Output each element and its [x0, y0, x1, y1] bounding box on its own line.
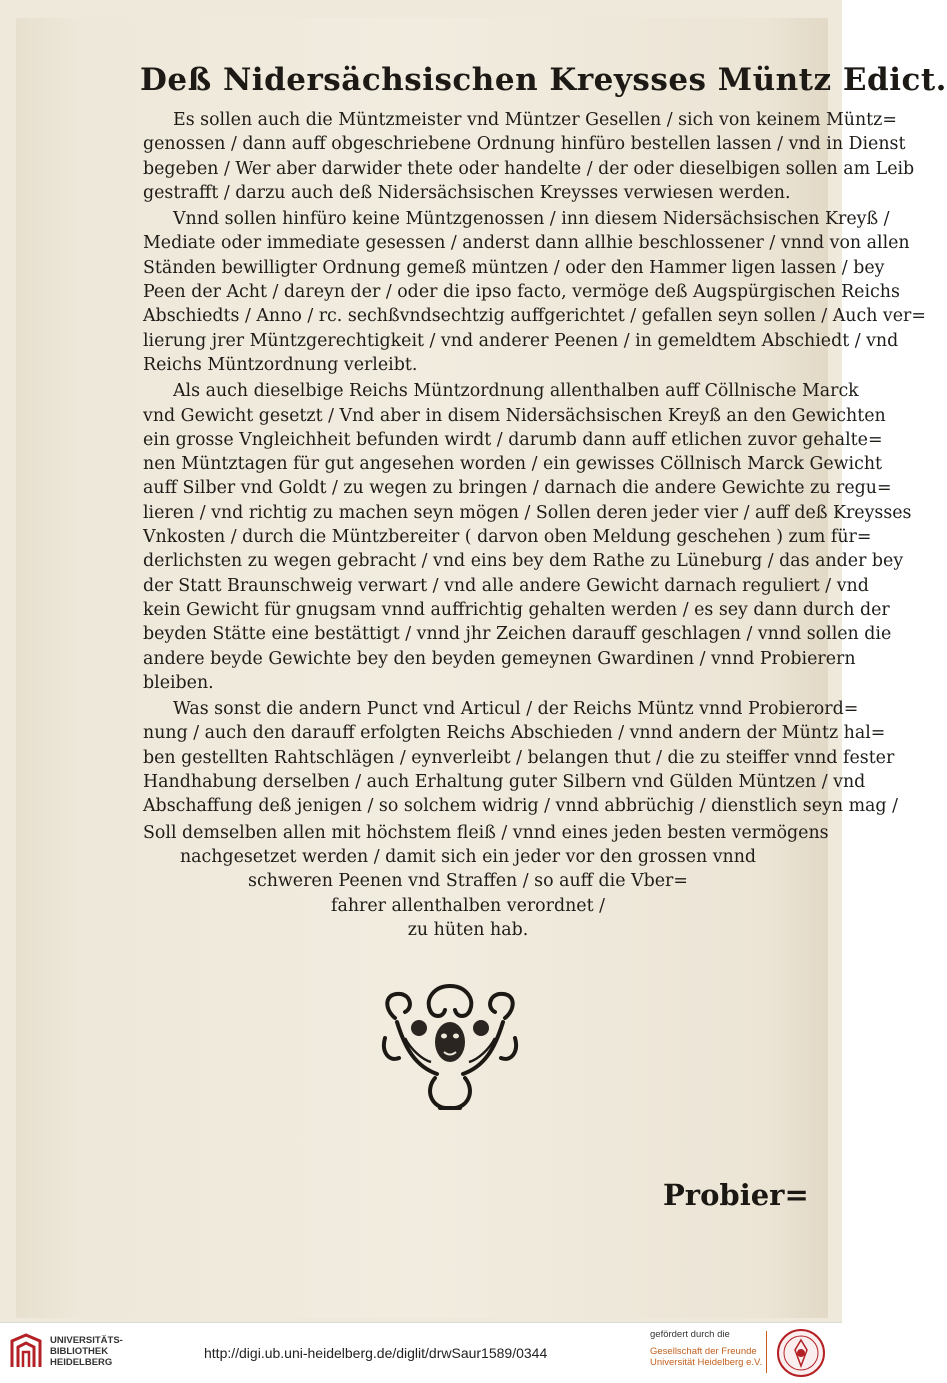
paragraph-1 [143, 108, 915, 205]
text-line: Ständen bewilligter Ordnung gemeß müntzen / oder den Hammer ligen lassen / bey [143, 257, 885, 278]
text-line: Es sollen auch die Müntzmeister vnd Müntzer Gesellen / sich von keinem Müntz= [173, 110, 897, 130]
text-line: lierung jrer Müntzgerechtigkeit / vnd anderer Peenen / in gemeldtem Abschiedt / vnd [143, 330, 899, 351]
printer-ornament-icon [375, 978, 525, 1118]
footer-divider [766, 1331, 767, 1373]
text-line: gestrafft / darzu auch deß Nidersächsischen Kreysses verwiesen werden. [143, 182, 791, 203]
text-line: genossen / dann auff obgeschriebene Ordnung hinfüro bestellen lassen / vnd in Dienst [143, 134, 906, 155]
text-line: nen Müntztagen für gut angesehen worden / ein gewisses Cöllnisch Marck Gewicht [143, 454, 883, 475]
sponsor-org[interactable]: Gesellschaft der Freunde Universität Heidelberg e.V. [650, 1346, 763, 1368]
text-line: andere beyde Gewichte bey den beyden gemeynen Gwardinen / vnnd Probierern [143, 648, 856, 669]
text-line: ein grosse Vngleichheit befunden wirdt / darumb dann auff etlichen zuvor gehalte= [143, 429, 883, 450]
library-name: UNIVERSITÄTS- BIBLIOTHEK HEIDELBERG [50, 1335, 123, 1368]
sponsor-label: gefördert durch die [650, 1329, 730, 1340]
text-line: Abschaffung deß jenigen / so solchem widrig / vnnd abbrüchig / dienstlich seyn mag / [143, 796, 898, 817]
text-line: Reichs Müntzordnung verleibt. [143, 354, 418, 375]
viewer-footer [0, 1322, 842, 1383]
text-line: Handhabung derselben / auch Erhaltung guter Silbern vnd Gülden Müntzen / vnd [143, 772, 866, 793]
text-line: fahrer allenthalben verordnet / [331, 895, 605, 916]
text-line: schweren Peenen vnd Straffen / so auff die Vber= [248, 871, 688, 892]
text-line: beyden Stätte eine bestättigt / vnnd jhr Zeichen darauff geschlagen / vnnd sollen die [143, 624, 892, 645]
body-text [143, 108, 926, 944]
text-line: Soll demselben allen mit höchstem fleiß / vnnd eines jeden besten vermögens [143, 822, 829, 843]
text-line: bleiben. [143, 672, 214, 693]
university-seal-icon [776, 1328, 826, 1378]
text-line: Mediate oder immediate gesessen / anderst dann allhie beschlossener / vnnd von allen [143, 233, 910, 254]
closing-paragraph [143, 821, 829, 942]
text-line: Peen der Acht / dareyn der / oder die ipso facto, vermöge deß Augspürgischen Reichs [143, 282, 900, 303]
text-line: kein Gewicht für gnugsam vnnd auffrichtig gehalten werden / es sey dann durch der [143, 599, 890, 620]
text-line: nachgesetzet werden / damit sich ein jeder vor den grossen vnnd [179, 846, 757, 867]
text-line: Abschiedts / Anno / rc. sechßvndsechtzig auffgerichtet / gefallen seyn sollen / Auch ver= [143, 306, 926, 327]
library-logo-icon[interactable] [10, 1333, 42, 1369]
sponsor-block [650, 1329, 762, 1368]
text-line: nung / auch den darauff erfolgten Reichs Abschieden / vnnd andern der Müntz hal= [143, 723, 886, 744]
paragraph-3 [143, 379, 912, 695]
text-line: lieren / vnd richtig zu machen seyn mögen / Sollen deren jeder vier / auff deß Kreysses [143, 502, 912, 523]
page-title: Deß Nidersächsischen Kreysses Müntz Edict. [140, 62, 947, 98]
text-line: vnd Gewicht gesetzt / Vnd aber in disem Nidersächsischen Kreyß an den Gewichten [143, 405, 886, 426]
text-line: derlichsten zu wegen gebracht / vnd eins bey dem Rathe zu Lüneburg / das ander bey [143, 551, 904, 572]
text-line: Vnnd sollen hinfüro keine Müntzgenossen / inn diesem Nidersächsischen Kreyß / [173, 209, 890, 230]
catchword: Probier= [663, 1178, 809, 1212]
text-line: begeben / Wer aber darwider thete oder handelte / der oder dieselbigen sollen am Leib [143, 158, 915, 179]
permalink-url[interactable]: http://digi.ub.uni-heidelberg.de/diglit/drwSaur1589/0344 [204, 1345, 548, 1361]
text-line: Als auch dieselbige Reichs Müntzordnung allenthalben auff Cöllnische Marck [173, 381, 859, 402]
text-line: ben gestellten Rahtschlägen / eynverleibt / belangen thut / die zu steiffer vnnd fester [143, 747, 895, 768]
paragraph-2 [143, 207, 926, 377]
text-line: Was sonst die andern Punct vnd Articul / der Reichs Müntz vnnd Probierord= [173, 699, 859, 720]
text-line: Vnkosten / durch die Müntzbereiter ( darvon oben Meldung geschehen ) zum für= [143, 527, 872, 548]
text-line: zu hüten hab. [407, 919, 529, 940]
text-line: der Statt Braunschweig verwart / vnd alle andere Gewicht darnach reguliert / vnd [143, 575, 869, 596]
paragraph-4 [143, 697, 898, 818]
text-line: auff Silber vnd Goldt / zu wegen zu bringen / darnach die andere Gewichte zu regu= [143, 478, 892, 499]
